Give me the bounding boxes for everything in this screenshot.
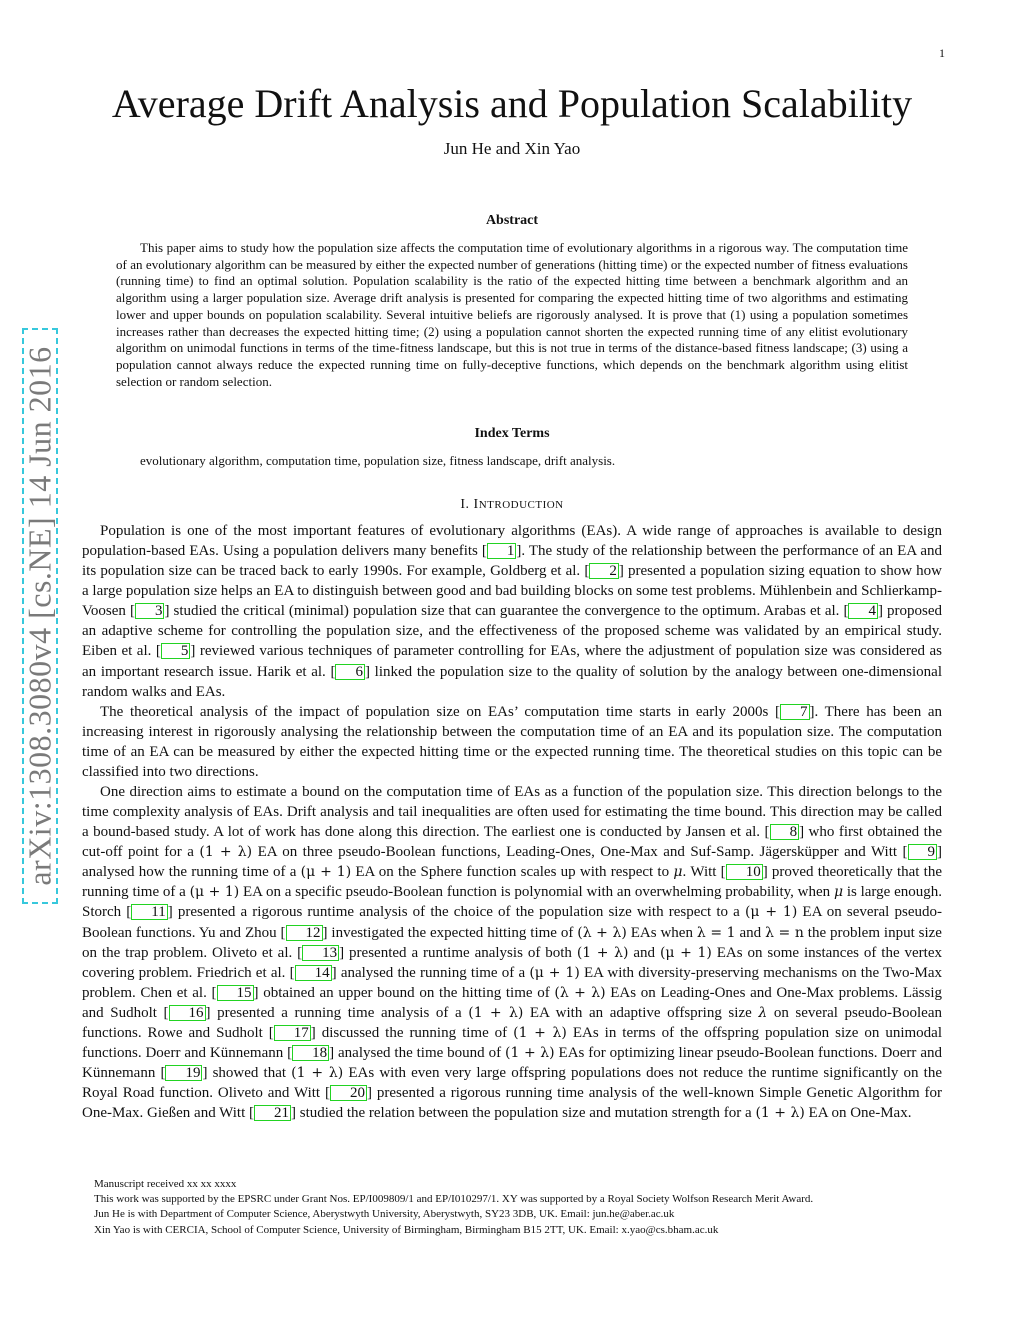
citation-link[interactable]: 21 bbox=[254, 1105, 291, 1121]
text-run: ] presented a rigorous runtime analysis of the choice of the population size with respect to a bbox=[167, 904, 745, 921]
text-run: ] showed that bbox=[202, 1065, 292, 1082]
citation-link[interactable]: 20 bbox=[330, 1085, 367, 1101]
math-expression: (μ + 1) bbox=[300, 864, 352, 881]
citation-link[interactable]: 6 bbox=[335, 664, 365, 680]
math-expression: (1 + λ) bbox=[291, 1065, 344, 1082]
text-run: ] proved theoretically that the running time of a bbox=[82, 864, 942, 901]
text-run: is large enough. Storch [ bbox=[82, 884, 943, 921]
introduction-body bbox=[82, 521, 942, 1123]
abstract-text: This paper aims to study how the population size affects the computation time of evolutionary algorithms in a rigorous way. The computation time of an evolutionary algorithm can be measured by either the expected number of generations (hitting time) or the expected number of fitness evaluations (running time) to find an optimal solution. Population scalability is the ratio of the expected hitting time between a benchmark algorithm and an algorithm using a larger population size. Average drift analysis is presented for comparing the expected hitting time of two algorithms and estimating lower and upper bounds on population scalability. Several intuitive beliefs are rigorously analysed. It is prove that (1) using a population sometimes increases rather than decreases the expected hitting time; (2) using a population cannot shorten the expected running time of any elitist evolutionary algorithm on unimodal functions in terms of the time-fitness landscape, but this is not true in terms of the distance-based fitness landscape; (3) using a population cannot always reduce the expected running time on fully-deceptive functions, which depends on the benchmark algorithm using elitist selection or random selection. bbox=[116, 240, 908, 389]
text-run: ] presented a rigorous running time analysis of the well-known Simple Genetic Algorithm for One-Max. Gießen and Witt [ bbox=[82, 1085, 942, 1122]
section-title-first: I bbox=[473, 497, 479, 512]
citation-link[interactable]: 10 bbox=[726, 864, 763, 880]
arxiv-stamp-text: arXiv:1308.3080v4 [cs.NE] 14 Jun 2016 bbox=[21, 346, 58, 886]
math-expression: (1 + λ) bbox=[504, 1045, 555, 1062]
text-run: EA on several pseudo-Boolean functions. Yu and Zhou [ bbox=[82, 904, 942, 941]
citation-link[interactable]: 15 bbox=[217, 985, 254, 1001]
citation-link[interactable]: 14 bbox=[295, 965, 332, 981]
math-expression: (μ + 1) bbox=[744, 904, 798, 921]
intro-paragraph-3 bbox=[82, 782, 942, 1123]
text-run: EAs on Leading-Ones and One-Max problems. Lässig and Sudholt [ bbox=[82, 984, 943, 1021]
citation-link[interactable]: 18 bbox=[292, 1045, 329, 1061]
math-expression: (1 + λ) bbox=[199, 844, 253, 861]
text-run: EA with an adaptive offspring size bbox=[523, 1004, 759, 1021]
citation-link[interactable]: 7 bbox=[780, 704, 810, 720]
text-run: EA on the Sphere function scales up with respect to bbox=[351, 864, 674, 881]
section-numeral: I. bbox=[460, 497, 470, 512]
citation-link[interactable]: 19 bbox=[165, 1065, 202, 1081]
math-expression: λ = 1 bbox=[696, 924, 736, 941]
index-terms-heading: Index Terms bbox=[474, 426, 550, 441]
text-run: ] analysed the running time of a bbox=[331, 964, 530, 981]
text-run: the problem input size on the trap problem. Oliveto et al. [ bbox=[82, 924, 942, 961]
citation-link[interactable]: 17 bbox=[274, 1025, 311, 1041]
intro-paragraph-2 bbox=[82, 702, 942, 782]
math-expression: μ bbox=[673, 864, 683, 881]
citation-link[interactable]: 9 bbox=[908, 844, 938, 860]
text-run: ] analysed the time bound of bbox=[329, 1045, 505, 1062]
math-expression: (1 + λ) bbox=[513, 1024, 567, 1041]
text-run: ] investigated the expected hitting time of bbox=[322, 924, 578, 941]
citation-link[interactable]: 1 bbox=[487, 543, 517, 559]
arxiv-stamp[interactable] bbox=[22, 328, 58, 904]
text-run: ] presented a runtime analysis of both bbox=[339, 944, 577, 961]
citation-link[interactable]: 11 bbox=[131, 904, 167, 920]
citation-link[interactable]: 8 bbox=[770, 824, 800, 840]
index-terms-text: evolutionary algorithm, computation time, population size, fitness landscape, drift analysis. bbox=[140, 453, 616, 468]
math-expression: (μ + 1) bbox=[189, 884, 240, 901]
text-run: EA on three pseudo-Boolean functions, Leading-Ones, One-Max and Suf-Samp. Jägersküpper and Witt [ bbox=[252, 844, 908, 861]
footnotes bbox=[82, 1177, 942, 1238]
page-number: 1 bbox=[939, 46, 945, 60]
section-title bbox=[474, 497, 564, 512]
abstract-heading: Abstract bbox=[485, 213, 539, 228]
citation-link[interactable]: 3 bbox=[135, 603, 165, 619]
math-expression: μ bbox=[833, 884, 844, 901]
text-run: Population is one of the most important features of evolutionary algorithms (EAs). A wide range of approaches is available to design population-based EAs. Using a population delivers many benefits [ bbox=[82, 523, 942, 560]
citation-link[interactable]: 13 bbox=[302, 945, 339, 961]
text-run: and bbox=[735, 924, 766, 941]
math-expression: (1 + λ) bbox=[576, 944, 629, 961]
citation-link[interactable]: 12 bbox=[286, 925, 323, 941]
text-run: EA on a specific pseudo-Boolean function is polynomial with an overwhelming probability, when bbox=[239, 884, 834, 901]
paper-authors: Jun He and Xin Yao bbox=[443, 139, 581, 158]
text-run: ] discussed the running time of bbox=[310, 1024, 514, 1041]
text-run: EAs with even very large offspring populations does not reduce the runtime significantly on the Royal Road function. Oliveto and Witt [ bbox=[82, 1065, 942, 1102]
text-run: EAs for optimizing linear pseudo-Boolean functions. Doerr and Künnemann [ bbox=[82, 1045, 942, 1082]
text-run: ]. The study of the relationship between the performance of an EA and its population size can be traced back to early 1990s. For example, Goldberg et al. [ bbox=[82, 543, 942, 580]
citation-link[interactable]: 4 bbox=[848, 603, 878, 619]
text-run: ] presented a population sizing equation to show how a large population size helps an EA to distinguish between good and bad building blocks on some test problems. Mühlenbein and Schlierkamp-Voosen [ bbox=[82, 563, 943, 620]
text-run: ] who first obtained the cut-off point for a bbox=[82, 824, 943, 861]
text-run: and bbox=[628, 944, 660, 961]
math-expression: (λ + λ) bbox=[577, 924, 627, 941]
intro-paragraph-1 bbox=[82, 521, 942, 702]
footnote-funding: This work was supported by the EPSRC under Grant Nos. EP/I009809/1 and EP/I010297/1. XY was supported by a Royal Society Wolfson Research Merit Award. bbox=[94, 1193, 814, 1206]
text-run: The theoretical analysis of the impact of population size on EAs’ computation time starts in early 2000s [ bbox=[100, 703, 780, 720]
math-expression: (1 + λ) bbox=[468, 1004, 524, 1021]
citation-link[interactable]: 2 bbox=[589, 563, 619, 579]
footnote-author-yao: Xin Yao is with CERCIA, School of Computer Science, University of Birmingham, Birmingham B15 2TT, UK. Email: x.yao@cs.bham.ac.uk bbox=[94, 1223, 719, 1236]
section-heading-introduction bbox=[0, 497, 1024, 513]
text-run: EAs on some instances of the vertex covering problem. Friedrich et al. [ bbox=[82, 944, 942, 981]
citation-link[interactable]: 5 bbox=[161, 643, 191, 659]
section-title-rest: NTRODUCTION bbox=[478, 499, 564, 511]
text-run: ] obtained an upper bound on the hitting time of bbox=[253, 984, 555, 1001]
text-run: ]. There has been an increasing interest in rigorously analysing the relationship between the computation time of an EA and its population size. The computation time of an EA can be measured by either the expected hitting time or the expected running time. The theoretical studies on this topic can be classified into two directions. bbox=[82, 703, 942, 780]
text-run: ] proposed an adaptive scheme for controlling the population size, and the effectiveness of the proposed scheme was validated by an empirical study. Eiben et al. [ bbox=[82, 603, 942, 660]
citation-link[interactable]: 16 bbox=[169, 1005, 206, 1021]
math-expression: (μ + 1) bbox=[659, 944, 712, 961]
text-run: EAs in terms of the offspring population size on unimodal functions. Doerr and Künnemann [ bbox=[82, 1024, 942, 1062]
math-expression: λ = n bbox=[765, 924, 804, 941]
text-run: ] presented a running time analysis of a bbox=[205, 1004, 469, 1021]
text-run: on several pseudo-Boolean functions. Rowe and Sudholt [ bbox=[82, 1004, 942, 1041]
footnote-author-he: Jun He is with Department of Computer Science, Aberystwyth University, Aberystwyth, SY23 3DB, UK. Email: jun.he@aber.ac.uk bbox=[94, 1208, 675, 1221]
text-run: . Witt [ bbox=[682, 864, 726, 881]
text-run: ] studied the relation between the population size and mutation strength for a bbox=[291, 1105, 756, 1122]
text-run: ] reviewed various techniques of parameter controlling for EAs, where the adjustment of population size was considered as an important research issue. Harik et al. [ bbox=[82, 643, 942, 680]
math-expression: (λ + λ) bbox=[554, 984, 606, 1001]
math-expression: λ bbox=[758, 1004, 768, 1021]
text-run: EA with diversity-preserving mechanisms on the Two-Max problem. Chen et al. [ bbox=[82, 964, 942, 1001]
text-run: EA on One-Max. bbox=[804, 1105, 912, 1122]
text-run: EAs when bbox=[626, 924, 697, 941]
footnote-manuscript: Manuscript received xx xx xxxx bbox=[94, 1178, 237, 1190]
text-run: ] studied the critical (minimal) population size that can guarantee the convergence to the optimum. Arabas et al. [ bbox=[164, 603, 849, 620]
text-run: ] analysed how the running time of a bbox=[82, 844, 943, 881]
text-run: One direction aims to estimate a bound on the computation time of EAs as a function of the population size. This direction belongs to the time complexity analysis of EAs. Drift analysis and tail inequalities are often used for estimating the time bound. This direction may be called a bound-based study. A lot of work has done along this direction. The earliest one is conducted by Jansen et al. [ bbox=[82, 784, 942, 841]
math-expression: (1 + λ) bbox=[755, 1105, 805, 1122]
paper-title: Average Drift Analysis and Population Scalability bbox=[111, 81, 913, 126]
text-run: ] linked the population size to the quality of solution by the analogy between one-dimensional random walks and EAs. bbox=[82, 663, 942, 700]
math-expression: (μ + 1) bbox=[529, 964, 580, 981]
